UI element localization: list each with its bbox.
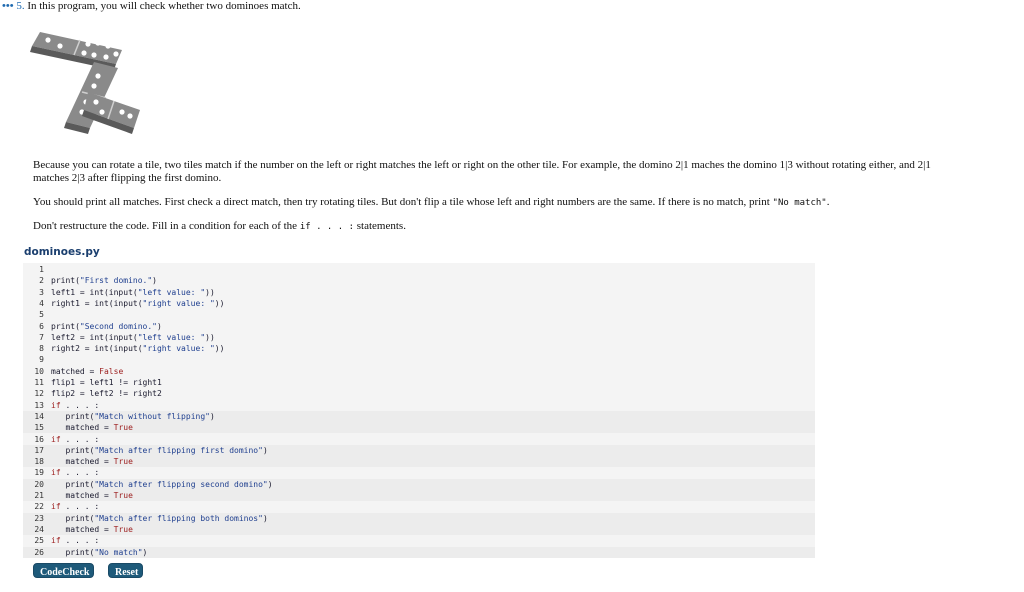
code-line: [23, 411, 815, 422]
code-line: [23, 366, 815, 377]
line-number: 15: [34, 423, 44, 433]
code-line: [23, 456, 815, 467]
code-line[interactable]: [23, 535, 815, 546]
code-text: matched = True: [51, 423, 133, 433]
code-text: print("Second domino."): [51, 321, 162, 331]
code-line: [23, 513, 815, 524]
code-line: [23, 547, 815, 558]
no-match-code: "No match": [772, 198, 827, 208]
description-line-1: Because you can rotate a tile, two tiles match if the number on the left or right matches the left or right on the other tile. For example, the domino 2|1 maches the domino 1|3 without rotating either, and 2|1: [33, 159, 931, 171]
instruction-end: .: [826, 196, 830, 208]
code-line: [23, 479, 815, 490]
line-number: 6: [39, 321, 44, 331]
code-text: matched = True: [51, 524, 133, 534]
line-number: 9: [39, 355, 44, 365]
code-text[interactable]: if . . . :: [51, 400, 100, 410]
code-line: [23, 377, 815, 388]
restructure-paragraph: [33, 220, 406, 233]
code-line: [23, 321, 815, 332]
file-name: dominoes.py: [24, 246, 100, 258]
line-number: 24: [34, 524, 44, 534]
code-line[interactable]: [23, 467, 815, 478]
line-number: 19: [34, 468, 44, 478]
line-number: 13: [34, 400, 44, 410]
description-line-2: matches 2|3 after flipping the first domino.: [33, 172, 222, 184]
code-line: [23, 445, 815, 456]
code-text: matched = True: [51, 491, 133, 500]
problem-header: [2, 0, 301, 13]
line-number: 7: [39, 332, 44, 342]
dominoes-illustration-icon: [30, 28, 142, 148]
code-text: right1 = int(input("right value: ")): [51, 298, 225, 308]
line-number: 18: [34, 457, 44, 467]
code-text: print("Match without flipping"): [51, 411, 215, 421]
code-text[interactable]: if . . . :: [51, 434, 100, 444]
code-line: [23, 388, 815, 399]
code-text[interactable]: if . . . :: [51, 502, 100, 512]
code-text: left2 = int(input("left value: ")): [51, 332, 215, 342]
line-number: 2: [39, 276, 44, 286]
code-line: [23, 287, 815, 298]
codecheck-button[interactable]: CodeCheck: [33, 563, 94, 578]
reset-button[interactable]: Reset: [108, 563, 143, 578]
code-text: flip1 = left1 != right1: [51, 378, 162, 387]
line-number: 5: [39, 310, 44, 320]
code-text: print("No match"): [51, 547, 148, 557]
instruction-text: You should print all matches. First check a direct match, then try rotating tiles. But don't flip a tile whose left and right numbers are the same. If there is no match, print: [33, 196, 773, 208]
code-editor[interactable]: [23, 263, 815, 555]
restructure-end: statements.: [354, 220, 406, 232]
more-dots-icon[interactable]: •••: [2, 0, 14, 12]
line-number: 8: [39, 344, 44, 354]
restructure-text: Don't restructure the code. Fill in a condition for each of the: [33, 220, 300, 232]
line-number: 11: [34, 378, 44, 387]
problem-number: 5.: [16, 0, 25, 12]
code-text: print("Match after flipping both dominos"): [51, 513, 268, 523]
code-line: [23, 298, 815, 309]
line-number: 22: [34, 502, 44, 512]
line-number: 17: [34, 445, 44, 455]
line-number: 26: [34, 547, 44, 557]
code-line: [23, 422, 815, 433]
code-line: [23, 309, 815, 320]
code-text: matched = False: [51, 366, 124, 376]
code-line[interactable]: [23, 434, 815, 445]
line-number: 23: [34, 513, 44, 523]
code-line: [23, 275, 815, 286]
code-text: print("First domino."): [51, 276, 157, 286]
code-line: [23, 264, 815, 275]
line-number: 14: [34, 411, 44, 421]
line-number: 21: [34, 491, 44, 500]
code-line: [23, 332, 815, 343]
code-text[interactable]: if . . . :: [51, 536, 100, 546]
problem-title: In this program, you will check whether two dominoes match.: [27, 0, 301, 12]
line-number: 1: [39, 265, 44, 274]
line-number: 12: [34, 389, 44, 399]
code-text: flip2 = left2 != right2: [51, 389, 162, 399]
code-line[interactable]: [23, 501, 815, 512]
line-number: 3: [39, 287, 44, 297]
code-text[interactable]: if . . . :: [51, 468, 100, 478]
line-number: 25: [34, 536, 44, 546]
code-text: print("Match after flipping second domino"): [51, 479, 273, 489]
code-line: [23, 343, 815, 354]
instruction-paragraph: [33, 196, 829, 209]
line-number: 20: [34, 479, 44, 489]
if-statement-code: if . . . :: [299, 222, 355, 232]
code-line[interactable]: [23, 400, 815, 411]
code-text: right2 = int(input("right value: ")): [51, 344, 225, 354]
code-text: matched = True: [51, 457, 133, 467]
code-text: left1 = int(input("left value: ")): [51, 287, 215, 297]
code-line: [23, 354, 815, 365]
code-line: [23, 490, 815, 501]
line-number: 16: [34, 434, 44, 444]
line-number: 10: [34, 366, 44, 376]
code-text: print("Match after flipping first domino"): [51, 445, 268, 455]
code-line: [23, 524, 815, 535]
line-number: 4: [39, 298, 44, 308]
